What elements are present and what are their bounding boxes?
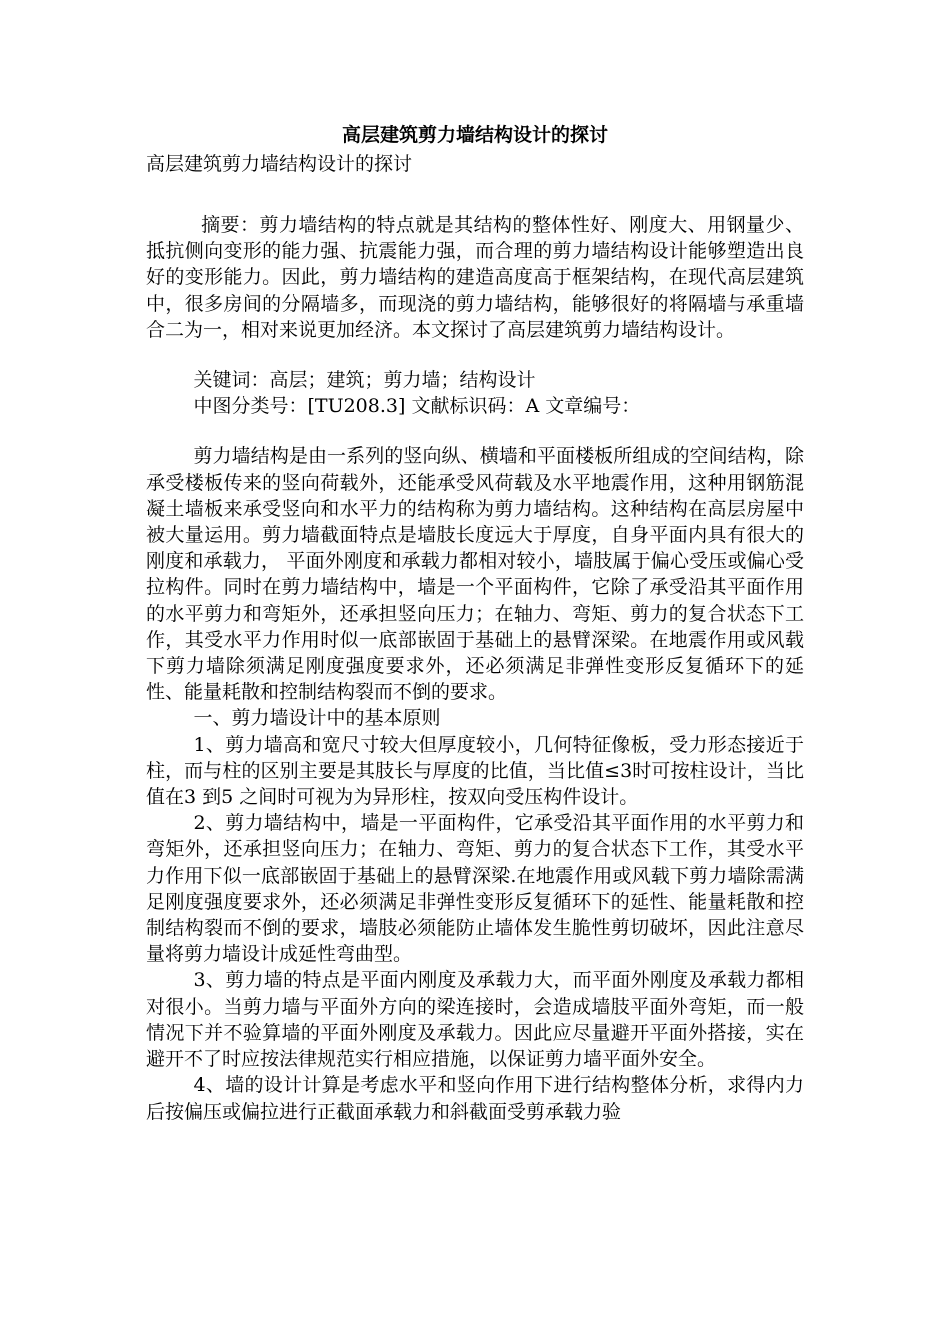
principle-paragraph-4: 4、墙的设计计算是考虑水平和竖向作用下进行结构整体分析，求得内力后按偏压或偏拉进行正截面承载力和斜截面受剪承载力验: [146, 1074, 804, 1123]
principle-paragraph-3: 3、剪力墙的特点是平面内刚度及承载力大，而平面外刚度及承载力都相对很小。当剪力墙与平面外方向的梁连接时，会造成墙肢平面外弯矩，而一般情况下并不验算墙的平面外刚度及承载力。因此应尽量避开平面外搭接，实在避开不了时应按法律规范实行相应措施，以保证剪力墙平面外安全。: [146, 969, 804, 1071]
abstract-paragraph: 摘要：剪力墙结构的特点就是其结构的整体性好、刚度大、用钢量少、抵抗侧向变形的能力强、抗震能力强，而合理的剪力墙结构设计能够塑造出良好的变形能力。因此，剪力墙结构的建造高度高于框架结构，在现代高层建筑中，很多房间的分隔墙多，而现浇的剪力墙结构，能够很好的将隔墙与承重墙合二为一，相对来说更加经济。本文探讨了高层建筑剪力墙结构设计。: [146, 214, 804, 341]
section-heading: 一、剪力墙设计中的基本原则: [193, 707, 441, 730]
keywords-line: 关键词：高层；建筑；剪力墙；结构设计: [193, 369, 536, 392]
intro-paragraph: 剪力墙结构是由一系列的竖向纵、横墙和平面楼板所组成的空间结构，除承受楼板传来的竖向荷载外，还能承受风荷载及水平地震作用，这种用钢筋混凝土墙板来承受竖向和水平力的结构称为剪力墙结构。这种结构在高层房屋中被大量运用。剪力墙截面特点是墙肢长度远大于厚度，自身平面内具有很大的刚度和承载力， 平面外刚度和承载力都相对较小，墙肢属于偏心受压或偏心受拉构件。同时在剪力墙结构中，墙是一个平面构件，它除了承受沿其平面作用的水平剪力和弯矩外，还承担竖向压力；在轴力、弯矩、剪力的复合状态下工作，其受水平力作用时似一底部嵌固于基础上的悬臂深梁。在地震作用或风载下剪力墙除须满足刚度强度要求外，还必须满足非弹性变形反复循环下的延性、能量耗散和控制结构裂而不倒的要求。: [146, 445, 804, 704]
document-title: 高层建筑剪力墙结构设计的探讨: [341, 124, 608, 146]
principle-paragraph-1: 1、剪力墙高和宽尺寸较大但厚度较小，几何特征像板，受力形态接近于柱，而与柱的区别主要是其肢长与厚度的比值，当比值≤3时可按柱设计，当比值在3 到5 之间时可视为为异形柱，按双向受压构件设计。: [146, 733, 804, 809]
spacer: [146, 343, 804, 367]
principle-paragraph-2: 2、剪力墙结构中，墙是一平面构件，它承受沿其平面作用的水平剪力和弯矩外，还承担竖向压力；在轴力、弯矩、剪力的复合状态下工作，其受水平力作用下似一底部嵌固于基础上的悬臂深梁.在地震作用或风载下剪力墙除需满足刚度强度要求外，还必须满足非弹性变形反复循环下的延性、能量耗散和控制结构裂而不倒的要求，墙肢必须能防止墙体发生脆性剪切破坏，因此注意尽量将剪力墙设计成延性弯曲型。: [146, 812, 804, 966]
spacer: [146, 192, 804, 212]
classification-line: 中图分类号：[TU208.3] 文献标识码：A 文章编号：: [193, 395, 641, 418]
document-subtitle: 高层建筑剪力墙结构设计的探讨: [146, 153, 413, 175]
document-body: [146, 120, 804, 1125]
spacer: [146, 419, 804, 443]
